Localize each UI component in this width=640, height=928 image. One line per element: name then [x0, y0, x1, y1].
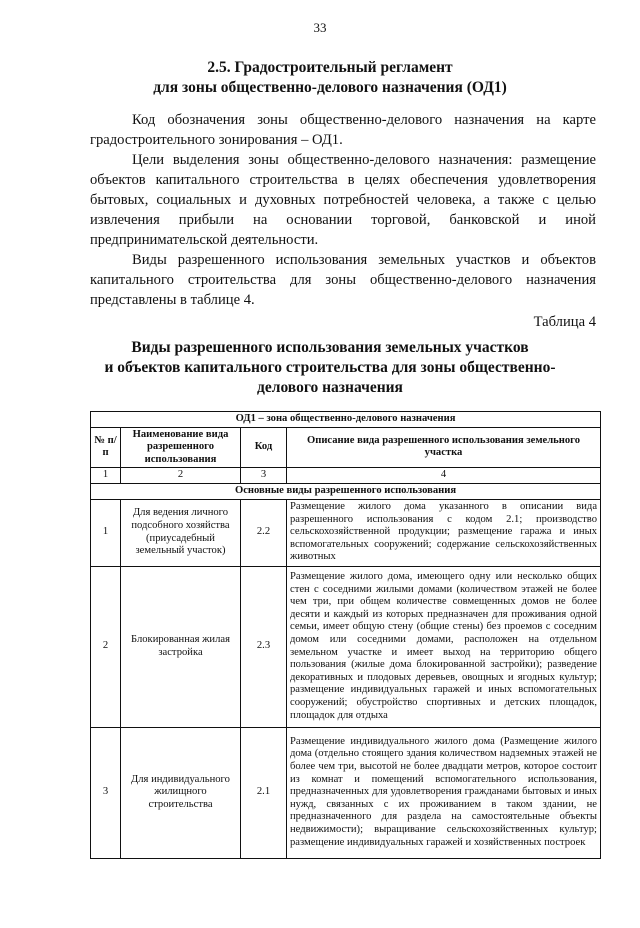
- section-heading-line-2: для зоны общественно-делового назначения (ОД1): [153, 79, 507, 96]
- paragraph-zone-goals: Цели выделения зоны общественно-делового назначения: размещение объектов капитального строительства в целях обеспечения удовлетворения бытовых, социальных и духовных потребностей человека, а также с целью извлечения прибыли на основании торговой, банковской и иной предпринимательской деятельности.: [90, 152, 596, 248]
- row-code: 2.3: [241, 566, 287, 727]
- column-header-description: Описание вида разрешенного использования земельного участка: [287, 427, 601, 468]
- table-title-line-2: и объектов капитального строительства для зоны общественно-: [104, 359, 556, 376]
- row-description: Размещение индивидуального жилого дома (Размещение жилого дома (отдельно стоящего здания количеством надземных этажей не более чем три, высотой не более двадцати метров, которое состоит из комнат и помещений вспомогательного использования, предназначенных для удовлетворения гражданами бытовых и иных нужд, связанных с их проживанием в таком здании, не предназначенного для раздела на самостоятельные объекты недвижимости); выращивание сельскохозяйственных культур; размещение индивидуальных гаражей и хозяйственных построек: [287, 727, 601, 858]
- table-row: [91, 566, 601, 727]
- column-number: 4: [287, 468, 601, 484]
- row-use-name: Для ведения личного подсобного хозяйства (приусадебный земельный участок): [121, 499, 241, 566]
- section-heading: [60, 58, 600, 98]
- table-row: [91, 727, 601, 858]
- row-use-name: Блокированная жилая застройка: [121, 566, 241, 727]
- column-number-row: [91, 468, 601, 484]
- zone-header-row: [91, 412, 601, 428]
- row-description: Размещение жилого дома, имеющего одну или несколько общих стен с соседними жилыми домами (количеством этажей не более чем три, при общем количестве совмещенных домов не более десяти и каждый из которых предназначен для проживания одной семьи, имеет общую стену (общие стены) без проемов с соседним домом или соседними домами, расположен на отдельном земельном участке и имеет выход на территорию общего пользования (жилые дома блокированной застройки); разведение декоративных и плодовых деревьев, овощных и ягодных культур; размещение индивидуальных гаражей и иных вспомогательных сооружений; обустройство спортивных и детских площадок, площадок для отдыха: [287, 566, 601, 727]
- table-row: [91, 499, 601, 566]
- section-row: [91, 483, 601, 499]
- body-text: [90, 110, 596, 332]
- land-use-table: [90, 411, 601, 859]
- column-header-name: Наименование вида разрешенного использования: [121, 427, 241, 468]
- paragraph-table-reference: Виды разрешенного использования земельных участков и объектов капитального строительства для зоны общественно-делового назначения представлены в таблице 4.: [90, 252, 596, 308]
- row-code: 2.2: [241, 499, 287, 566]
- paragraph-zone-code: Код обозначения зоны общественно-делового назначения на карте градостроительного зонирования – ОД1.: [90, 112, 596, 148]
- table-title: [60, 338, 600, 398]
- column-header-row: [91, 427, 601, 468]
- row-code: 2.1: [241, 727, 287, 858]
- table-title-line-1: Виды разрешенного использования земельных участков: [131, 339, 529, 356]
- row-use-name: Для индивидуального жилищного строительства: [121, 727, 241, 858]
- column-header-code: Код: [241, 427, 287, 468]
- column-header-number: № п/п: [91, 427, 121, 468]
- section-heading-line-1: 2.5. Градостроительный регламент: [207, 59, 453, 76]
- zone-header: ОД1 – зона общественно-делового назначения: [91, 412, 601, 428]
- column-number: 1: [91, 468, 121, 484]
- page-number: 33: [313, 20, 327, 35]
- column-number: 3: [241, 468, 287, 484]
- column-number: 2: [121, 468, 241, 484]
- row-number: 1: [91, 499, 121, 566]
- table-label: Таблица 4: [533, 314, 596, 330]
- row-number: 3: [91, 727, 121, 858]
- table-title-line-3: делового назначения: [257, 379, 403, 396]
- row-number: 2: [91, 566, 121, 727]
- row-description: Размещение жилого дома указанного в описании вида разрешенного использования с кодом 2.1; производство сельскохозяйственной продукции; размещение гаража и иных вспомогательных сооружений; содержание сельскохозяйственных животных: [287, 499, 601, 566]
- section-title: Основные виды разрешенного использования: [91, 483, 601, 499]
